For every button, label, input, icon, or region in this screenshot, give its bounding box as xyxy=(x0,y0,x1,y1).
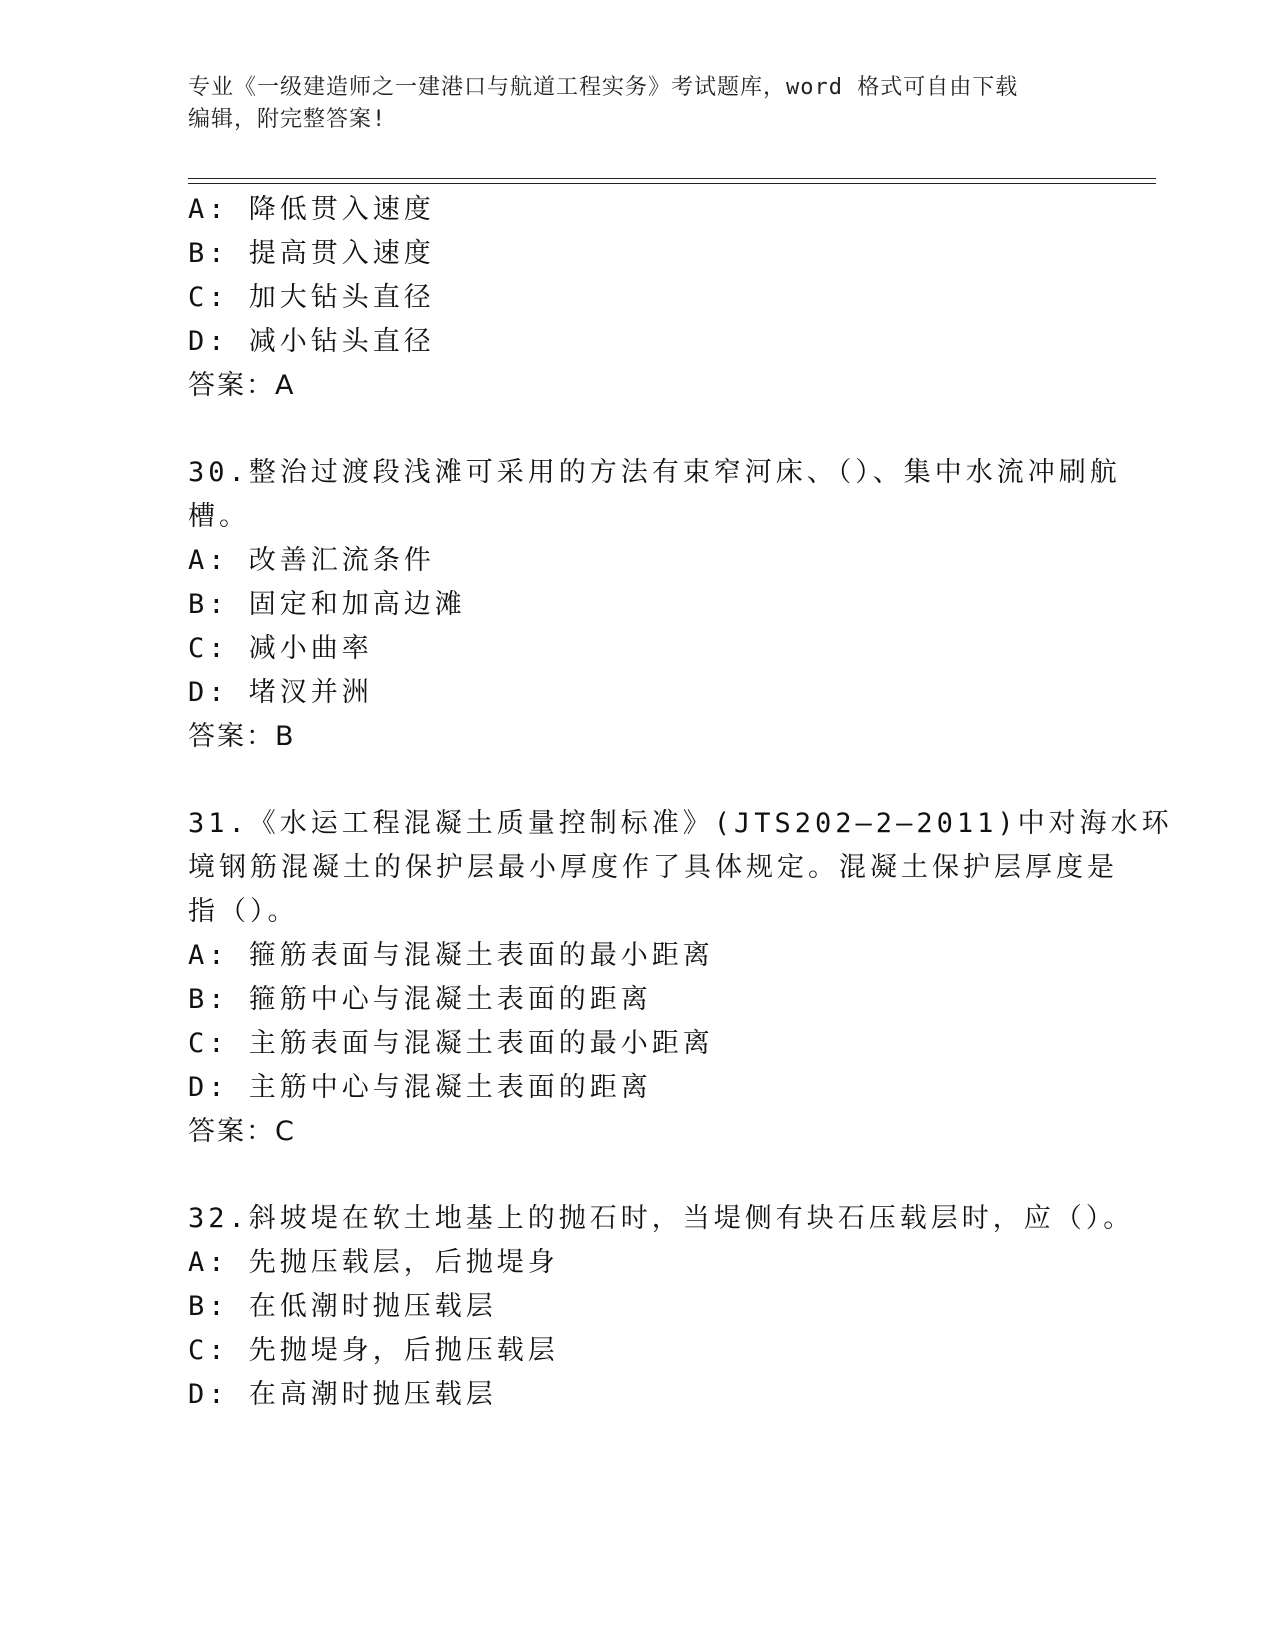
q29-option-a: A: 降低贯入速度 xyxy=(188,194,435,225)
q30-answer: 答案：B xyxy=(188,721,296,752)
q32-option-c: C: 先抛堤身，后抛压载层 xyxy=(188,1335,559,1366)
q32-stem-line-1: 32.斜坡堤在软土地基上的抛石时，当堤侧有块石压载层时，应（）。 xyxy=(188,1203,1135,1234)
header-rule-bottom xyxy=(188,183,1156,184)
q29-answer: 答案：A xyxy=(188,370,296,401)
q31-stem-line-1: 31.《水运工程混凝土质量控制标准》(JTS202—2—2011)中对海水环 xyxy=(188,808,1173,839)
q32-option-b: B: 在低潮时抛压载层 xyxy=(188,1291,497,1322)
header-rule-top xyxy=(188,178,1156,179)
document-header xyxy=(188,72,1088,136)
q30-option-a: A: 改善汇流条件 xyxy=(188,545,435,576)
q31-answer: 答案：C xyxy=(188,1116,296,1147)
q31-stem-line-3: 指（）。 xyxy=(188,896,299,927)
q31-option-b: B: 箍筋中心与混凝土表面的距离 xyxy=(188,984,652,1015)
header-line-1: 专业《一级建造师之一建港口与航道工程实务》考试题库，word 格式可自由下载 xyxy=(188,75,1019,100)
q30-stem-line-2: 槽。 xyxy=(188,501,250,532)
q29-option-b: B: 提高贯入速度 xyxy=(188,238,435,269)
q32-option-a: A: 先抛压载层，后抛堤身 xyxy=(188,1247,559,1278)
q30-option-d: D: 堵汊并洲 xyxy=(188,677,373,708)
q31-stem-line-2: 境钢筋混凝土的保护层最小厚度作了具体规定。混凝土保护层厚度是 xyxy=(188,852,1118,883)
q31-option-a: A: 箍筋表面与混凝土表面的最小距离 xyxy=(188,940,714,971)
q30-option-b: B: 固定和加高边滩 xyxy=(188,589,466,620)
q30-option-c: C: 减小曲率 xyxy=(188,633,373,664)
q32-option-d: D: 在高潮时抛压载层 xyxy=(188,1379,497,1410)
q29-option-d: D: 减小钻头直径 xyxy=(188,326,435,357)
q31-option-c: C: 主筋表面与混凝土表面的最小距离 xyxy=(188,1028,714,1059)
header-line-2: 编辑，附完整答案! xyxy=(188,107,387,132)
q29-option-c: C: 加大钻头直径 xyxy=(188,282,435,313)
q31-option-d: D: 主筋中心与混凝土表面的距离 xyxy=(188,1072,652,1103)
q30-stem-line-1: 30.整治过渡段浅滩可采用的方法有束窄河床、（）、集中水流冲刷航 xyxy=(188,457,1121,488)
